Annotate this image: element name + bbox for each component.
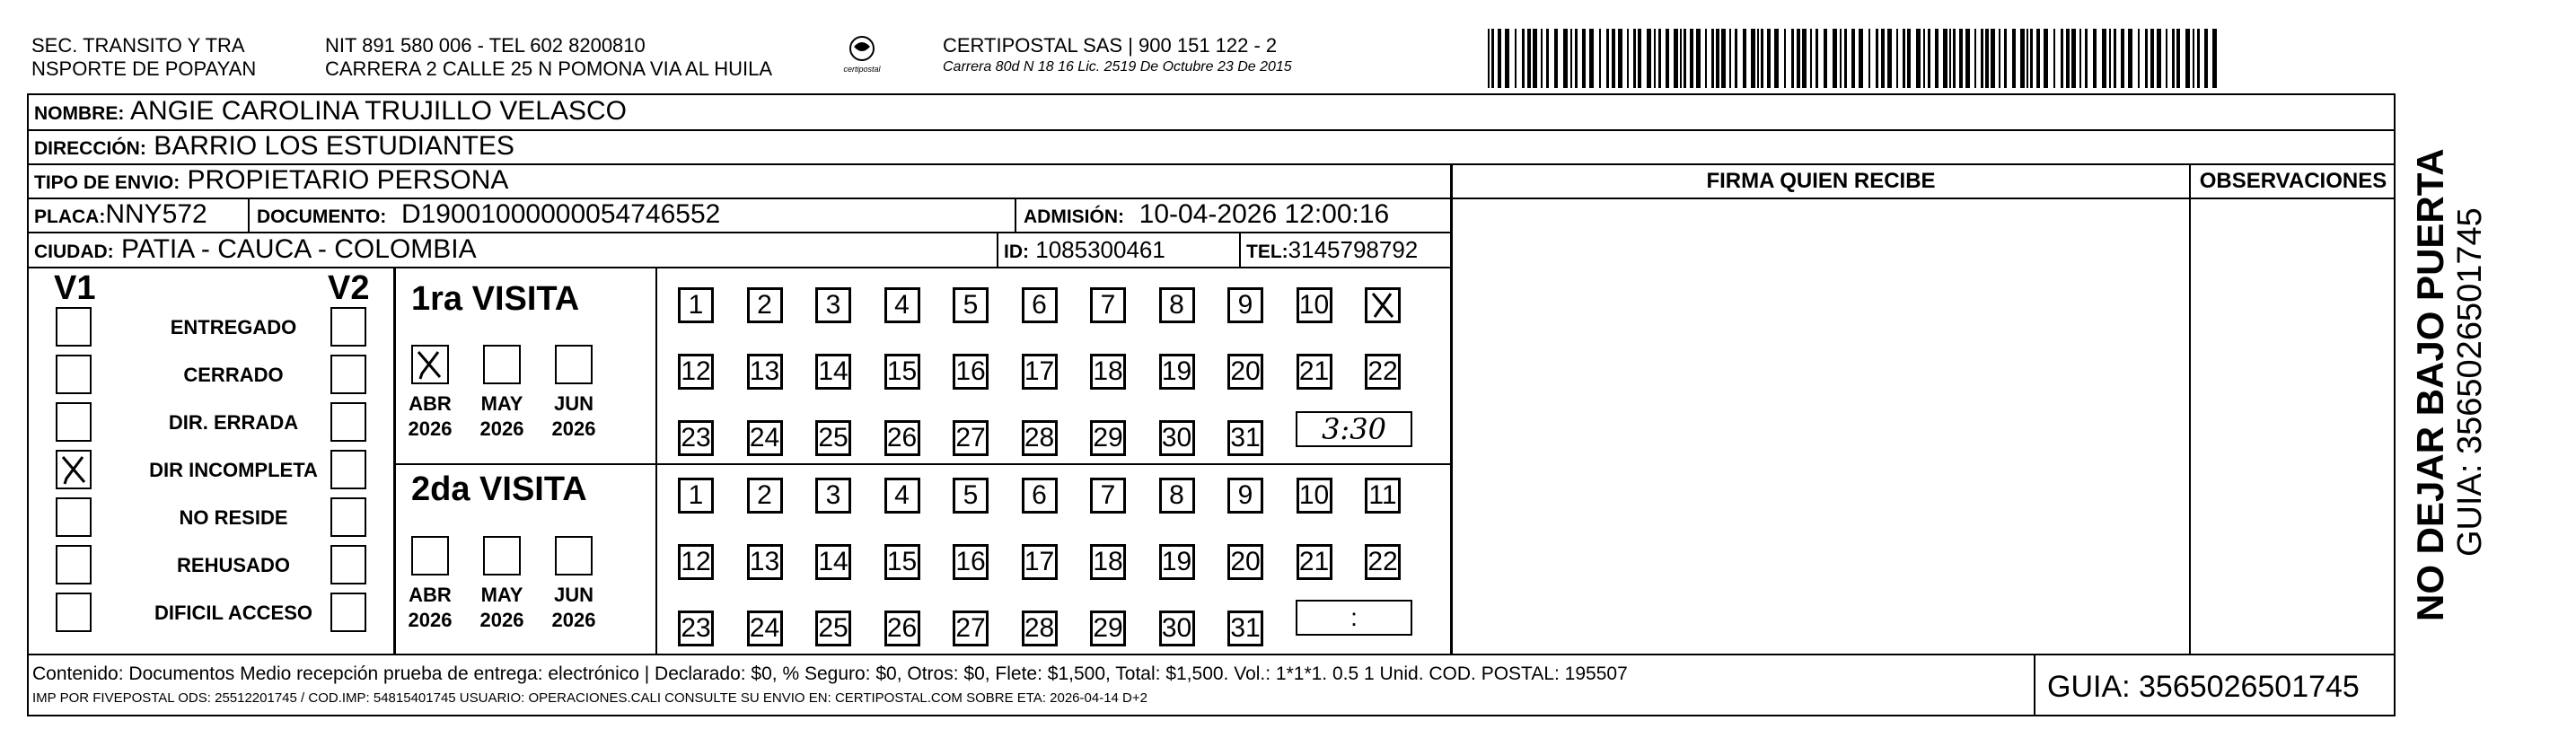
day-box: 6: [1022, 287, 1058, 323]
barcode-bar: [1896, 29, 1898, 88]
barcode-bar: [2109, 29, 2111, 88]
month-checkbox: [411, 345, 449, 384]
day-box: 28: [1022, 420, 1058, 456]
barcode-bar: [2176, 29, 2180, 88]
month-year: 2026: [479, 417, 524, 440]
barcode-bar: [2193, 29, 2194, 88]
day-box: 8: [1159, 287, 1195, 323]
ciudad-label: CIUDAD:: [34, 242, 114, 262]
day-box: 16: [953, 354, 989, 390]
day-box: 20: [1227, 544, 1263, 580]
day-box: 27: [953, 420, 989, 456]
barcode-bar: [1627, 29, 1629, 88]
barcode-bar: [1859, 29, 1863, 88]
barcode-bar: [2044, 29, 2048, 88]
barcode-bar: [1757, 29, 1759, 88]
barcode-bar: [1802, 29, 1807, 88]
barcode-bar: [2071, 29, 2076, 88]
day-box: 10: [1297, 287, 1332, 323]
logo-text: certipostal: [843, 65, 881, 74]
barcode-bar: [1606, 29, 1609, 88]
barcode-bar: [1833, 29, 1837, 88]
direccion-field: [34, 130, 514, 165]
month-checkbox: [411, 536, 449, 575]
barcode-bar: [1824, 29, 1827, 88]
day-box: 25: [815, 420, 851, 456]
barcode-bar: [2128, 29, 2132, 88]
day-box: 6: [1022, 478, 1058, 514]
direccion-label: DIRECCIÓN:: [34, 138, 146, 159]
barcode-bar: [2114, 29, 2116, 88]
barcode-bar: [1690, 29, 1693, 88]
day-box: 22: [1365, 544, 1401, 580]
admision-value: 10-04-2026 12:00:16: [1139, 199, 1390, 229]
visit2-time: :: [1296, 600, 1412, 636]
tipo-field: [34, 164, 508, 199]
status-label: CERRADO: [183, 364, 284, 386]
barcode-bar: [1965, 29, 1970, 88]
v1-checkbox: [56, 545, 92, 584]
barcode-bar: [1784, 29, 1786, 88]
v2-checkbox: [330, 450, 366, 489]
barcode-bar: [2172, 29, 2175, 88]
month-checkbox: [483, 536, 521, 575]
month-year: 2026: [408, 609, 453, 631]
month-label: [547, 583, 601, 633]
day-box: 26: [884, 611, 920, 646]
barcode-bar: [1844, 29, 1847, 88]
day-box: 29: [1090, 611, 1126, 646]
v2-checkbox: [330, 355, 366, 394]
barcode-bar: [1791, 29, 1794, 88]
barcode-bar: [1716, 29, 1719, 88]
placa-label: PLACA:: [34, 206, 106, 227]
day-box: 17: [1022, 354, 1058, 390]
day-box: 7: [1090, 287, 1126, 323]
month-year: 2026: [479, 609, 524, 631]
barcode-bar: [1505, 29, 1509, 88]
day-box: 26: [884, 420, 920, 456]
day-box: 5: [953, 478, 989, 514]
barcode-bar: [1498, 29, 1501, 88]
barcode-bar: [1570, 29, 1572, 88]
day-box: 30: [1159, 611, 1195, 646]
nit-line: NIT 891 580 006 - TEL 602 8200810: [325, 34, 646, 57]
barcode-bar: [1666, 29, 1669, 88]
barcode-bar: [2012, 29, 2016, 88]
footer-print-info: IMP POR FIVEPOSTAL ODS: 25512201745 / COD.IMP: 54815401745 USUARIO: OPERACIONES.CALI CONSULTE SU ENVIO EN: CERTIPOSTAL.COM SOBRE ETA: 2026-04-14 D+2: [32, 690, 1147, 706]
day-box: 10: [1297, 478, 1332, 514]
barcode-bar: [1974, 29, 1976, 88]
barcode-bar: [1767, 29, 1771, 88]
v2-label: V2: [328, 269, 370, 307]
documento-value: D19001000000054746552: [400, 199, 721, 229]
day-box: [1365, 287, 1401, 323]
barcode-bar: [2204, 29, 2208, 88]
barcode-bar: [2053, 29, 2055, 88]
barcode: [1486, 27, 2222, 90]
month-label: [403, 583, 457, 633]
barcode-bar: [1633, 29, 1636, 88]
day-box: 30: [1159, 420, 1195, 456]
barcode-bar: [2102, 29, 2106, 88]
barcode-bar: [1735, 29, 1737, 88]
visit1-time: 3:30: [1296, 411, 1412, 447]
v2-checkbox: [330, 545, 366, 584]
day-box: 13: [747, 354, 783, 390]
v1-label: V1: [54, 269, 96, 307]
barcode-bar: [1761, 29, 1763, 88]
barcode-bar: [1935, 29, 1939, 88]
barcode-bar: [2027, 29, 2028, 88]
visit2-title: 2da VISITA: [411, 470, 587, 508]
placa-value: NNY572: [105, 199, 207, 229]
barcode-bar: [1751, 29, 1755, 88]
barcode-bar: [2185, 29, 2190, 88]
status-label: NO RESIDE: [179, 506, 288, 529]
address-line: CARRERA 2 CALLE 25 N POMONA VIA AL HUILA: [325, 57, 773, 80]
day-box: 15: [884, 354, 920, 390]
month-name: ABR: [409, 584, 452, 606]
footer-guia: GUIA: 3565026501745: [2047, 670, 2360, 704]
barcode-bar: [2121, 29, 2124, 88]
barcode-bar: [1959, 29, 1963, 88]
day-box: 14: [815, 354, 851, 390]
barcode-bar: [2004, 29, 2007, 88]
month-year: 2026: [551, 609, 596, 631]
barcode-bar: [2020, 29, 2025, 88]
barcode-bar: [1589, 29, 1594, 88]
company-info: [943, 34, 1292, 77]
barcode-bar: [1928, 29, 1930, 88]
barcode-bar: [1674, 29, 1678, 88]
barcode-bar: [1991, 29, 1995, 88]
barcode-bar: [1533, 29, 1537, 88]
barcode-bar: [2166, 29, 2167, 88]
month-checkbox: [483, 345, 521, 384]
barcode-bar: [1851, 29, 1855, 88]
month-checkbox: [555, 345, 593, 384]
direccion-value: BARRIO LOS ESTUDIANTES: [154, 131, 514, 161]
day-box: 13: [747, 544, 783, 580]
day-box: 9: [1227, 287, 1263, 323]
tel-label: TEL:: [1246, 242, 1288, 262]
v1-checkbox: [56, 307, 92, 347]
ciudad-field: [34, 233, 477, 268]
barcode-bar: [1546, 29, 1549, 88]
tel-field: [1246, 233, 1418, 268]
id-value: 1085300461: [1035, 236, 1165, 263]
day-box: 19: [1159, 354, 1195, 390]
barcode-bar: [2093, 29, 2097, 88]
day-box: 31: [1227, 420, 1263, 456]
barcode-bar: [1541, 29, 1543, 88]
month-label: [475, 391, 529, 442]
guia-vertical: GUIA: 3565026501745: [2451, 207, 2489, 557]
barcode-bar: [1903, 29, 1905, 88]
barcode-bar: [1696, 29, 1701, 88]
month-checkbox: [555, 536, 593, 575]
day-box: 21: [1297, 544, 1332, 580]
barcode-bar: [1684, 29, 1686, 88]
barcode-bar: [2138, 29, 2140, 88]
barcode-bar: [1868, 29, 1870, 88]
v1-checkbox: [56, 355, 92, 394]
day-box: 23: [678, 611, 714, 646]
barcode-bar: [1797, 29, 1800, 88]
barcode-bar: [1488, 29, 1490, 88]
documento-field: [257, 198, 720, 233]
admision-field: [1024, 198, 1389, 233]
barcode-bar: [2085, 29, 2088, 88]
month-label: [403, 391, 457, 442]
day-box: 29: [1090, 420, 1126, 456]
barcode-bar: [1743, 29, 1746, 88]
v2-checkbox: [330, 593, 366, 632]
barcode-bar: [1729, 29, 1731, 88]
documento-label: DOCUMENTO:: [257, 206, 387, 227]
barcode-bar: [1599, 29, 1601, 88]
status-label: DIR. ERRADA: [168, 411, 299, 434]
admision-label: ADMISIÓN:: [1024, 206, 1124, 227]
day-box: 2: [747, 478, 783, 514]
month-name: ABR: [409, 392, 452, 415]
day-box: 9: [1227, 478, 1263, 514]
barcode-bar: [1985, 29, 1989, 88]
barcode-bar: [1999, 29, 2000, 88]
id-label: ID:: [1004, 242, 1029, 262]
month-name: MAY: [480, 392, 523, 415]
barcode-bar: [1774, 29, 1779, 88]
day-box: 23: [678, 420, 714, 456]
tipo-value: PROPIETARIO PERSONA: [187, 165, 509, 195]
status-label: DIR INCOMPLETA: [149, 459, 318, 481]
barcode-bar: [1816, 29, 1818, 88]
barcode-bar: [1943, 29, 1947, 88]
barcode-bar: [2030, 29, 2033, 88]
barcode-bar: [2157, 29, 2161, 88]
barcode-bar: [2150, 29, 2154, 88]
day-box: 28: [1022, 611, 1058, 646]
v2-checkbox: [330, 307, 366, 347]
barcode-bar: [1721, 29, 1726, 88]
v1-checkbox: [56, 450, 92, 489]
barcode-bar: [1680, 29, 1682, 88]
barcode-bar: [1923, 29, 1925, 88]
day-box: 2: [747, 287, 783, 323]
month-year: 2026: [408, 417, 453, 440]
month-label: [475, 583, 529, 633]
day-box: 1: [678, 478, 714, 514]
sender-address: [325, 34, 772, 81]
day-box: 27: [953, 611, 989, 646]
barcode-bar: [1554, 29, 1558, 88]
company-line1: CERTIPOSTAL SAS | 900 151 122 - 2: [943, 34, 1278, 57]
barcode-bar: [1582, 29, 1586, 88]
barcode-bar: [1491, 29, 1494, 88]
day-box: 16: [953, 544, 989, 580]
day-box: 15: [884, 544, 920, 580]
nombre-label: NOMBRE:: [34, 103, 125, 124]
day-box: 11: [1365, 478, 1401, 514]
certipostal-logo: [831, 32, 893, 79]
barcode-bar: [1876, 29, 1878, 88]
sender-line1: SEC. TRANSITO Y TRA: [31, 34, 245, 57]
day-box: 3: [815, 478, 851, 514]
day-box: 18: [1090, 354, 1126, 390]
month-name: JUN: [553, 584, 593, 606]
day-box: 25: [815, 611, 851, 646]
nombre-field: [34, 95, 627, 130]
barcode-bar: [1654, 29, 1656, 88]
company-line2: Carrera 80d N 18 16 Lic. 2519 De Octubre 23 De 2015: [943, 59, 1292, 75]
barcode-bar: [2145, 29, 2148, 88]
barcode-bar: [1612, 29, 1615, 88]
id-field: [1004, 233, 1165, 268]
day-box: 24: [747, 420, 783, 456]
observaciones-header: OBSERVACIONES: [2199, 169, 2387, 193]
tipo-label: TIPO DE ENVIO:: [34, 172, 180, 193]
barcode-bar: [1515, 29, 1517, 88]
firma-header: FIRMA QUIEN RECIBE: [1706, 169, 1936, 193]
day-box: 18: [1090, 544, 1126, 580]
ciudad-value: PATIA - CAUCA - COLOMBIA: [121, 234, 477, 264]
barcode-bar: [1527, 29, 1531, 88]
day-box: 21: [1297, 354, 1332, 390]
sender-line2: NSPORTE DE POPAYAN: [31, 57, 257, 80]
barcode-bar: [2079, 29, 2081, 88]
month-year: 2026: [551, 417, 596, 440]
barcode-bar: [1522, 29, 1525, 88]
v1-checkbox: [56, 402, 92, 442]
month-label: [547, 391, 601, 442]
day-box: 20: [1227, 354, 1263, 390]
day-box: 4: [884, 287, 920, 323]
barcode-bar: [2197, 29, 2200, 88]
v1-checkbox: [56, 593, 92, 632]
tel-value: 3145798792: [1288, 236, 1419, 263]
barcode-bar: [1647, 29, 1651, 88]
nombre-value: ANGIE CAROLINA TRUJILLO VELASCO: [130, 96, 627, 126]
barcode-bar: [1981, 29, 1983, 88]
warning-vertical: NO DEJAR BAJO PUERTA: [2409, 148, 2451, 621]
barcode-bar: [1887, 29, 1892, 88]
day-box: 31: [1227, 611, 1263, 646]
status-label: REHUSADO: [177, 554, 290, 576]
placa-field: [34, 198, 207, 233]
day-box: 14: [815, 544, 851, 580]
barcode-bar: [2036, 29, 2040, 88]
month-name: MAY: [480, 584, 523, 606]
barcode-bar: [1810, 29, 1812, 88]
day-box: 8: [1159, 478, 1195, 514]
day-box: 1: [678, 287, 714, 323]
day-box: 7: [1090, 478, 1126, 514]
day-box: 4: [884, 478, 920, 514]
visit1-title: 1ra VISITA: [411, 280, 580, 318]
barcode-bar: [2061, 29, 2063, 88]
status-label: ENTREGADO: [170, 316, 297, 338]
day-box: 17: [1022, 544, 1058, 580]
barcode-bar: [1618, 29, 1622, 88]
status-label: DIFICIL ACCESO: [154, 602, 312, 624]
day-box: 24: [747, 611, 783, 646]
v1-checkbox: [56, 497, 92, 537]
barcode-bar: [1705, 29, 1707, 88]
barcode-bar: [1575, 29, 1578, 88]
barcode-bar: [1658, 29, 1661, 88]
day-box: 3: [815, 287, 851, 323]
barcode-bar: [2066, 29, 2070, 88]
day-box: 12: [678, 354, 714, 390]
barcode-bar: [1949, 29, 1951, 88]
barcode-bar: [1840, 29, 1842, 88]
day-box: 12: [678, 544, 714, 580]
barcode-bar: [1711, 29, 1714, 88]
v2-checkbox: [330, 402, 366, 442]
barcode-bar: [1907, 29, 1911, 88]
sender-name: [31, 34, 256, 81]
barcode-bar: [1638, 29, 1641, 88]
month-name: JUN: [553, 392, 593, 415]
barcode-bar: [1953, 29, 1956, 88]
barcode-bar: [2212, 29, 2217, 88]
barcode-bar: [1916, 29, 1921, 88]
barcode-bar: [1881, 29, 1885, 88]
day-box: 22: [1365, 354, 1401, 390]
day-box: 19: [1159, 544, 1195, 580]
day-box: 5: [953, 287, 989, 323]
v2-checkbox: [330, 497, 366, 537]
barcode-bar: [1563, 29, 1568, 88]
footer-content: Contenido: Documentos Medio recepción prueba de entrega: electrónico | Declarado: $0, % Seguro: $0, Otros: $0, Flete: $1,500, Total: $1,500. Vol.: 1*1*1. 0.5 1 Unid. COD. POSTAL: 195507: [32, 663, 1628, 684]
